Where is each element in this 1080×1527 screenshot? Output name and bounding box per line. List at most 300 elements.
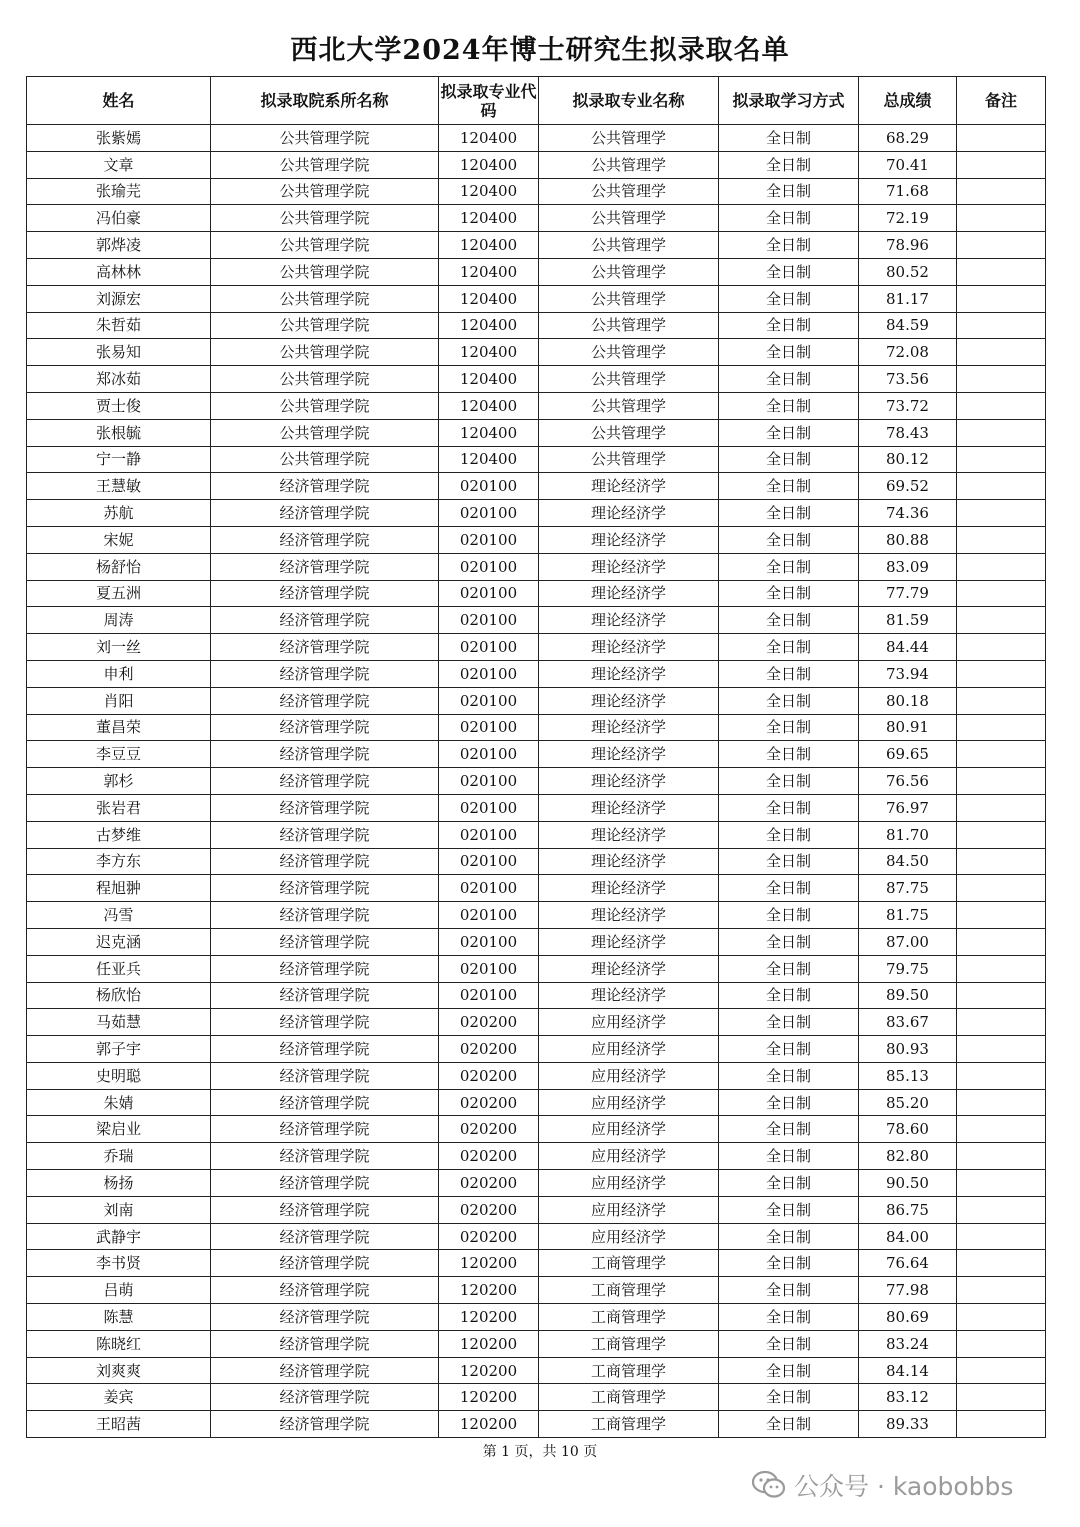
table-row <box>27 1277 1046 1304</box>
cell-name: 张紫嫣 <box>27 125 211 152</box>
cell-study-mode: 全日制 <box>719 500 859 527</box>
cell-major-name: 理论经济学 <box>539 634 719 661</box>
header-name: 姓名 <box>27 77 211 125</box>
cell-department: 经济管理学院 <box>211 660 439 687</box>
table-row <box>27 768 1046 795</box>
cell-study-mode: 全日制 <box>719 366 859 393</box>
cell-study-mode: 全日制 <box>719 285 859 312</box>
cell-total-score: 78.60 <box>859 1116 957 1143</box>
cell-remarks <box>957 473 1046 500</box>
table-row <box>27 955 1046 982</box>
cell-study-mode: 全日制 <box>719 1357 859 1384</box>
cell-study-mode: 全日制 <box>719 687 859 714</box>
cell-major-code: 020200 <box>439 1062 539 1089</box>
cell-name: 姜宾 <box>27 1384 211 1411</box>
cell-department: 经济管理学院 <box>211 1304 439 1331</box>
header-total-score: 总成绩 <box>859 77 957 125</box>
cell-total-score: 72.19 <box>859 205 957 232</box>
cell-total-score: 81.17 <box>859 285 957 312</box>
table-row <box>27 392 1046 419</box>
cell-total-score: 85.20 <box>859 1089 957 1116</box>
table-row <box>27 902 1046 929</box>
cell-name: 贾士俊 <box>27 392 211 419</box>
cell-major-name: 应用经济学 <box>539 1036 719 1063</box>
cell-study-mode: 全日制 <box>719 232 859 259</box>
cell-department: 经济管理学院 <box>211 580 439 607</box>
cell-study-mode: 全日制 <box>719 1170 859 1197</box>
cell-name: 董昌荣 <box>27 714 211 741</box>
cell-name: 夏五洲 <box>27 580 211 607</box>
cell-major-name: 公共管理学 <box>539 232 719 259</box>
cell-major-name: 理论经济学 <box>539 660 719 687</box>
cell-name: 武静宇 <box>27 1223 211 1250</box>
cell-name: 周涛 <box>27 607 211 634</box>
cell-major-code: 120200 <box>439 1411 539 1438</box>
cell-major-code: 120200 <box>439 1384 539 1411</box>
cell-department: 经济管理学院 <box>211 955 439 982</box>
cell-study-mode: 全日制 <box>719 392 859 419</box>
cell-major-code: 020200 <box>439 1009 539 1036</box>
cell-study-mode: 全日制 <box>719 446 859 473</box>
cell-remarks <box>957 928 1046 955</box>
table-row <box>27 714 1046 741</box>
cell-major-name: 应用经济学 <box>539 1089 719 1116</box>
cell-remarks <box>957 848 1046 875</box>
cell-department: 经济管理学院 <box>211 902 439 929</box>
cell-remarks <box>957 1384 1046 1411</box>
table-row <box>27 794 1046 821</box>
table-row <box>27 1196 1046 1223</box>
cell-total-score: 89.33 <box>859 1411 957 1438</box>
cell-major-code: 120200 <box>439 1277 539 1304</box>
cell-major-name: 应用经济学 <box>539 1196 719 1223</box>
cell-name: 高林林 <box>27 258 211 285</box>
watermark-text: 公众号 · kaobobbs <box>794 1472 1014 1501</box>
cell-major-code: 020200 <box>439 1223 539 1250</box>
cell-name: 刘一丝 <box>27 634 211 661</box>
cell-department: 公共管理学院 <box>211 392 439 419</box>
table-row <box>27 1250 1046 1277</box>
cell-major-code: 020200 <box>439 1036 539 1063</box>
cell-department: 经济管理学院 <box>211 875 439 902</box>
cell-name: 梁启业 <box>27 1116 211 1143</box>
cell-total-score: 70.41 <box>859 151 957 178</box>
cell-study-mode: 全日制 <box>719 125 859 152</box>
cell-department: 公共管理学院 <box>211 446 439 473</box>
cell-major-code: 120400 <box>439 125 539 152</box>
cell-total-score: 80.91 <box>859 714 957 741</box>
cell-major-code: 120200 <box>439 1330 539 1357</box>
cell-remarks <box>957 1223 1046 1250</box>
page-title: 西北大学2024年博士研究生拟录取名单 <box>290 35 790 66</box>
cell-study-mode: 全日制 <box>719 982 859 1009</box>
cell-major-code: 020100 <box>439 714 539 741</box>
table-row <box>27 1116 1046 1143</box>
cell-department: 经济管理学院 <box>211 1411 439 1438</box>
cell-major-code: 120400 <box>439 392 539 419</box>
cell-major-code: 120400 <box>439 205 539 232</box>
cell-remarks <box>957 285 1046 312</box>
cell-remarks <box>957 312 1046 339</box>
cell-name: 王昭茜 <box>27 1411 211 1438</box>
cell-study-mode: 全日制 <box>719 794 859 821</box>
cell-name: 任亚兵 <box>27 955 211 982</box>
cell-study-mode: 全日制 <box>719 1277 859 1304</box>
cell-study-mode: 全日制 <box>719 928 859 955</box>
cell-major-code: 120200 <box>439 1304 539 1331</box>
cell-remarks <box>957 1116 1046 1143</box>
cell-major-code: 020100 <box>439 473 539 500</box>
table-row <box>27 232 1046 259</box>
table-row <box>27 125 1046 152</box>
cell-total-score: 77.79 <box>859 580 957 607</box>
cell-name: 杨欣怡 <box>27 982 211 1009</box>
cell-study-mode: 全日制 <box>719 821 859 848</box>
cell-major-code: 120400 <box>439 258 539 285</box>
cell-study-mode: 全日制 <box>719 1196 859 1223</box>
table-row <box>27 312 1046 339</box>
cell-major-name: 公共管理学 <box>539 125 719 152</box>
cell-remarks <box>957 500 1046 527</box>
cell-remarks <box>957 1277 1046 1304</box>
cell-major-name: 公共管理学 <box>539 446 719 473</box>
cell-department: 经济管理学院 <box>211 768 439 795</box>
table-row <box>27 848 1046 875</box>
cell-study-mode: 全日制 <box>719 741 859 768</box>
cell-name: 苏航 <box>27 500 211 527</box>
cell-major-name: 应用经济学 <box>539 1116 719 1143</box>
cell-name: 王慧敏 <box>27 473 211 500</box>
cell-remarks <box>957 660 1046 687</box>
cell-total-score: 81.70 <box>859 821 957 848</box>
cell-major-code: 120400 <box>439 178 539 205</box>
cell-remarks <box>957 607 1046 634</box>
cell-total-score: 83.67 <box>859 1009 957 1036</box>
admission-table <box>26 76 1046 1438</box>
cell-name: 李豆豆 <box>27 741 211 768</box>
cell-major-name: 公共管理学 <box>539 285 719 312</box>
table-row <box>27 1143 1046 1170</box>
cell-department: 经济管理学院 <box>211 1089 439 1116</box>
cell-name: 文章 <box>27 151 211 178</box>
cell-major-code: 020200 <box>439 1196 539 1223</box>
cell-name: 郭杉 <box>27 768 211 795</box>
cell-remarks <box>957 151 1046 178</box>
table-row <box>27 526 1046 553</box>
cell-remarks <box>957 419 1046 446</box>
cell-study-mode: 全日制 <box>719 473 859 500</box>
cell-department: 经济管理学院 <box>211 714 439 741</box>
table-row <box>27 928 1046 955</box>
cell-major-name: 工商管理学 <box>539 1384 719 1411</box>
cell-major-code: 120400 <box>439 339 539 366</box>
cell-department: 经济管理学院 <box>211 1116 439 1143</box>
cell-major-code: 120200 <box>439 1357 539 1384</box>
cell-major-name: 理论经济学 <box>539 875 719 902</box>
cell-total-score: 80.12 <box>859 446 957 473</box>
cell-total-score: 73.56 <box>859 366 957 393</box>
cell-major-code: 020100 <box>439 902 539 929</box>
cell-study-mode: 全日制 <box>719 1036 859 1063</box>
cell-department: 公共管理学院 <box>211 178 439 205</box>
cell-remarks <box>957 1304 1046 1331</box>
cell-name: 迟克涵 <box>27 928 211 955</box>
cell-major-name: 应用经济学 <box>539 1009 719 1036</box>
cell-remarks <box>957 1250 1046 1277</box>
cell-remarks <box>957 902 1046 929</box>
table-row <box>27 634 1046 661</box>
cell-remarks <box>957 526 1046 553</box>
cell-remarks <box>957 446 1046 473</box>
cell-study-mode: 全日制 <box>719 419 859 446</box>
cell-major-name: 理论经济学 <box>539 848 719 875</box>
cell-remarks <box>957 392 1046 419</box>
cell-major-code: 020100 <box>439 687 539 714</box>
cell-name: 刘源宏 <box>27 285 211 312</box>
cell-major-name: 理论经济学 <box>539 794 719 821</box>
cell-total-score: 77.98 <box>859 1277 957 1304</box>
cell-name: 宁一静 <box>27 446 211 473</box>
cell-department: 经济管理学院 <box>211 1009 439 1036</box>
cell-department: 经济管理学院 <box>211 1250 439 1277</box>
cell-major-code: 020200 <box>439 1170 539 1197</box>
cell-name: 陈慧 <box>27 1304 211 1331</box>
cell-study-mode: 全日制 <box>719 848 859 875</box>
cell-total-score: 87.75 <box>859 875 957 902</box>
cell-total-score: 81.59 <box>859 607 957 634</box>
cell-name: 程旭翀 <box>27 875 211 902</box>
cell-major-name: 理论经济学 <box>539 553 719 580</box>
cell-remarks <box>957 178 1046 205</box>
table-row <box>27 446 1046 473</box>
cell-total-score: 84.59 <box>859 312 957 339</box>
cell-total-score: 86.75 <box>859 1196 957 1223</box>
cell-study-mode: 全日制 <box>719 1304 859 1331</box>
header-department: 拟录取院系所名称 <box>211 77 439 125</box>
cell-remarks <box>957 125 1046 152</box>
cell-total-score: 83.12 <box>859 1384 957 1411</box>
cell-department: 经济管理学院 <box>211 821 439 848</box>
cell-major-name: 理论经济学 <box>539 526 719 553</box>
cell-major-code: 020100 <box>439 741 539 768</box>
cell-department: 公共管理学院 <box>211 205 439 232</box>
cell-study-mode: 全日制 <box>719 1250 859 1277</box>
cell-major-name: 理论经济学 <box>539 607 719 634</box>
cell-department: 经济管理学院 <box>211 1036 439 1063</box>
cell-total-score: 78.96 <box>859 232 957 259</box>
table-row <box>27 205 1046 232</box>
cell-name: 刘南 <box>27 1196 211 1223</box>
cell-total-score: 73.94 <box>859 660 957 687</box>
cell-major-code: 020100 <box>439 875 539 902</box>
cell-department: 经济管理学院 <box>211 687 439 714</box>
cell-major-name: 工商管理学 <box>539 1411 719 1438</box>
cell-study-mode: 全日制 <box>719 768 859 795</box>
cell-total-score: 80.52 <box>859 258 957 285</box>
cell-total-score: 68.29 <box>859 125 957 152</box>
cell-study-mode: 全日制 <box>719 526 859 553</box>
cell-study-mode: 全日制 <box>719 1116 859 1143</box>
cell-study-mode: 全日制 <box>719 580 859 607</box>
cell-remarks <box>957 580 1046 607</box>
cell-total-score: 73.72 <box>859 392 957 419</box>
cell-total-score: 76.97 <box>859 794 957 821</box>
cell-remarks <box>957 1089 1046 1116</box>
table-row <box>27 339 1046 366</box>
cell-major-code: 020100 <box>439 660 539 687</box>
cell-major-name: 公共管理学 <box>539 312 719 339</box>
cell-remarks <box>957 232 1046 259</box>
cell-total-score: 89.50 <box>859 982 957 1009</box>
cell-name: 肖阳 <box>27 687 211 714</box>
cell-major-code: 120400 <box>439 419 539 446</box>
cell-major-name: 理论经济学 <box>539 902 719 929</box>
cell-major-code: 020200 <box>439 1116 539 1143</box>
table-row <box>27 821 1046 848</box>
cell-total-score: 69.65 <box>859 741 957 768</box>
cell-total-score: 80.93 <box>859 1036 957 1063</box>
table-row <box>27 1089 1046 1116</box>
cell-name: 李方东 <box>27 848 211 875</box>
cell-study-mode: 全日制 <box>719 553 859 580</box>
cell-department: 经济管理学院 <box>211 1384 439 1411</box>
cell-total-score: 84.44 <box>859 634 957 661</box>
cell-total-score: 76.64 <box>859 1250 957 1277</box>
cell-major-code: 120400 <box>439 232 539 259</box>
cell-major-code: 020100 <box>439 928 539 955</box>
cell-study-mode: 全日制 <box>719 714 859 741</box>
cell-major-code: 120400 <box>439 446 539 473</box>
cell-remarks <box>957 366 1046 393</box>
cell-remarks <box>957 553 1046 580</box>
header-study-mode: 拟录取学习方式 <box>719 77 859 125</box>
cell-department: 经济管理学院 <box>211 848 439 875</box>
cell-major-name: 理论经济学 <box>539 687 719 714</box>
cell-major-name: 理论经济学 <box>539 714 719 741</box>
cell-department: 经济管理学院 <box>211 607 439 634</box>
cell-name: 郭子宇 <box>27 1036 211 1063</box>
cell-major-name: 公共管理学 <box>539 339 719 366</box>
cell-major-code: 020100 <box>439 500 539 527</box>
cell-name: 郭烨凌 <box>27 232 211 259</box>
cell-department: 经济管理学院 <box>211 794 439 821</box>
cell-major-name: 公共管理学 <box>539 366 719 393</box>
cell-major-name: 理论经济学 <box>539 500 719 527</box>
cell-total-score: 80.18 <box>859 687 957 714</box>
table-row <box>27 875 1046 902</box>
table-row <box>27 1357 1046 1384</box>
cell-remarks <box>957 714 1046 741</box>
cell-total-score: 76.56 <box>859 768 957 795</box>
cell-major-code: 020100 <box>439 955 539 982</box>
cell-department: 经济管理学院 <box>211 634 439 661</box>
table-row <box>27 1009 1046 1036</box>
cell-name: 张岩君 <box>27 794 211 821</box>
table-row <box>27 1330 1046 1357</box>
cell-remarks <box>957 687 1046 714</box>
cell-major-name: 应用经济学 <box>539 1143 719 1170</box>
header-remarks: 备注 <box>957 77 1046 125</box>
cell-study-mode: 全日制 <box>719 1411 859 1438</box>
cell-department: 经济管理学院 <box>211 982 439 1009</box>
cell-study-mode: 全日制 <box>719 312 859 339</box>
cell-department: 公共管理学院 <box>211 285 439 312</box>
cell-study-mode: 全日制 <box>719 178 859 205</box>
table-header-row <box>27 77 1046 125</box>
cell-department: 公共管理学院 <box>211 419 439 446</box>
cell-major-name: 应用经济学 <box>539 1170 719 1197</box>
cell-department: 经济管理学院 <box>211 1223 439 1250</box>
cell-name: 朱哲茹 <box>27 312 211 339</box>
cell-major-name: 应用经济学 <box>539 1062 719 1089</box>
cell-department: 经济管理学院 <box>211 1277 439 1304</box>
cell-major-name: 公共管理学 <box>539 419 719 446</box>
cell-department: 经济管理学院 <box>211 1357 439 1384</box>
cell-total-score: 71.68 <box>859 178 957 205</box>
cell-name: 冯雪 <box>27 902 211 929</box>
cell-major-name: 工商管理学 <box>539 1330 719 1357</box>
table-row <box>27 607 1046 634</box>
cell-remarks <box>957 1196 1046 1223</box>
cell-name: 申利 <box>27 660 211 687</box>
table-row <box>27 500 1046 527</box>
cell-study-mode: 全日制 <box>719 151 859 178</box>
cell-major-name: 工商管理学 <box>539 1250 719 1277</box>
table-row <box>27 285 1046 312</box>
cell-study-mode: 全日制 <box>719 339 859 366</box>
cell-study-mode: 全日制 <box>719 955 859 982</box>
cell-major-name: 工商管理学 <box>539 1277 719 1304</box>
cell-department: 公共管理学院 <box>211 151 439 178</box>
cell-total-score: 90.50 <box>859 1170 957 1197</box>
cell-major-name: 理论经济学 <box>539 473 719 500</box>
cell-study-mode: 全日制 <box>719 1330 859 1357</box>
cell-major-code: 020100 <box>439 821 539 848</box>
cell-remarks <box>957 258 1046 285</box>
cell-remarks <box>957 875 1046 902</box>
cell-department: 经济管理学院 <box>211 928 439 955</box>
cell-department: 经济管理学院 <box>211 526 439 553</box>
cell-department: 经济管理学院 <box>211 1062 439 1089</box>
cell-major-name: 理论经济学 <box>539 821 719 848</box>
cell-study-mode: 全日制 <box>719 1223 859 1250</box>
cell-major-code: 020100 <box>439 526 539 553</box>
table-row <box>27 178 1046 205</box>
cell-remarks <box>957 1009 1046 1036</box>
cell-name: 马茹慧 <box>27 1009 211 1036</box>
cell-major-code: 020100 <box>439 982 539 1009</box>
cell-major-name: 理论经济学 <box>539 928 719 955</box>
table-row <box>27 1304 1046 1331</box>
table-row <box>27 366 1046 393</box>
table-row <box>27 258 1046 285</box>
cell-remarks <box>957 1062 1046 1089</box>
cell-major-name: 公共管理学 <box>539 205 719 232</box>
cell-remarks <box>957 1170 1046 1197</box>
cell-total-score: 82.80 <box>859 1143 957 1170</box>
cell-total-score: 83.09 <box>859 553 957 580</box>
watermark <box>752 1467 1013 1503</box>
table-body <box>27 125 1046 1438</box>
table-row <box>27 151 1046 178</box>
cell-major-name: 理论经济学 <box>539 741 719 768</box>
cell-major-name: 应用经济学 <box>539 1223 719 1250</box>
cell-major-name: 公共管理学 <box>539 151 719 178</box>
cell-major-name: 公共管理学 <box>539 258 719 285</box>
cell-study-mode: 全日制 <box>719 205 859 232</box>
cell-major-name: 理论经济学 <box>539 580 719 607</box>
cell-remarks <box>957 768 1046 795</box>
